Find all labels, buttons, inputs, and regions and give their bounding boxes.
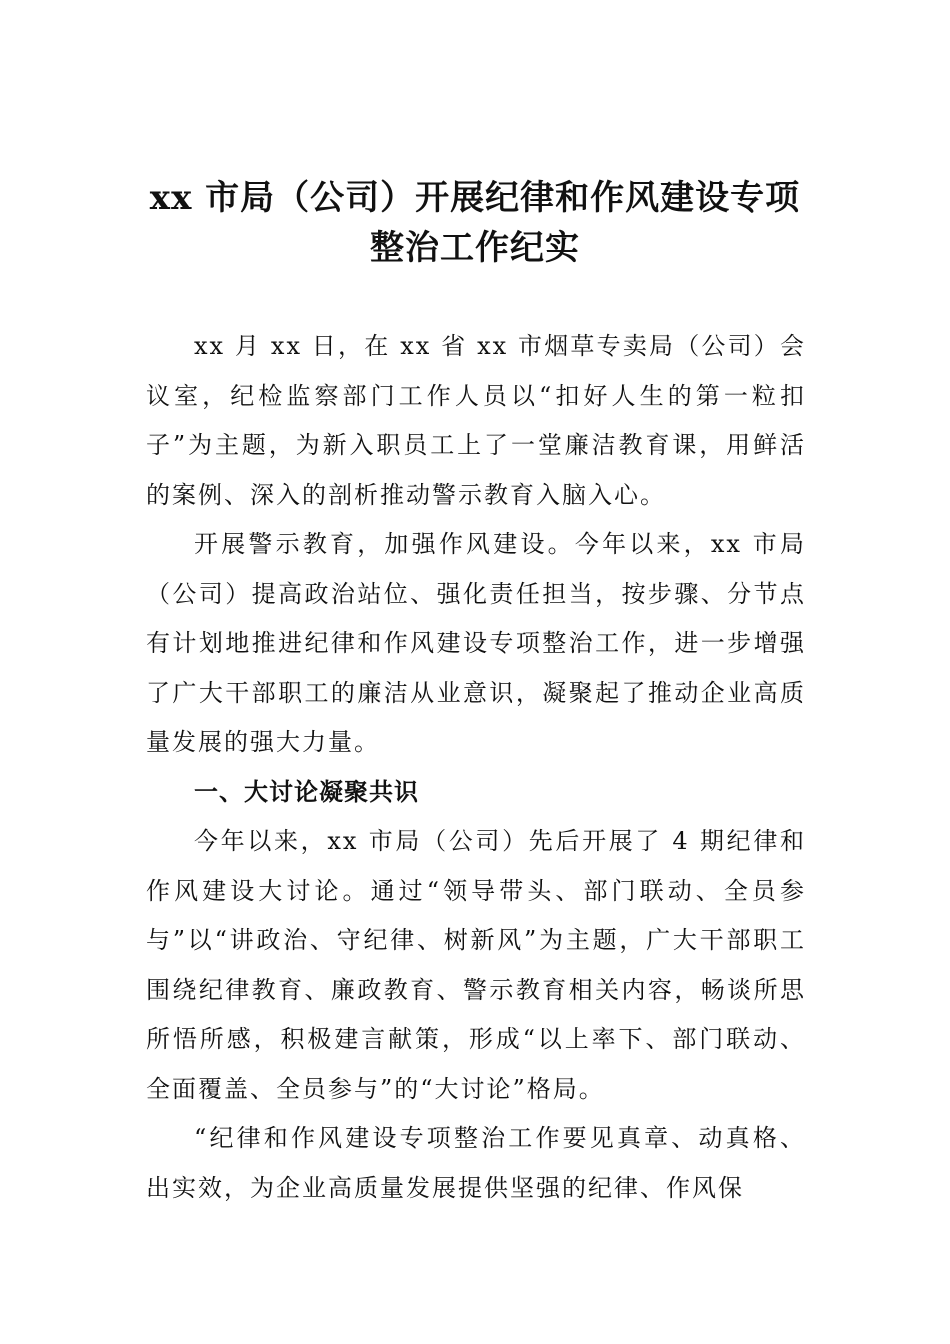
paragraph-4: “纪律和作风建设专项整治工作要见真章、动真格、出实效，为企业高质量发展提供坚强的纪律、作风保 [146, 1124, 806, 1202]
document-body [146, 322, 806, 1213]
document-title-line-1: xx 市局（公司）开展纪律和作风建设专项 [149, 178, 801, 218]
section-heading: 一、大讨论凝聚共识 [194, 777, 419, 806]
paragraph-1: xx 月 xx 日，在 xx 省 xx 市烟草专卖局（公司）会议室，纪检监察部门工作人员以“扣好人生的第一粒扣子”为主题，为新入职员工上了一堂廉洁教育课，用鲜活的案例、深入的剖析推动警示教育入脑入心。 [146, 332, 806, 509]
paragraph-2: 开展警示教育，加强作风建设。今年以来，xx 市局（公司）提高政治站位、强化责任担当，按步骤、分节点有计划地推进纪律和作风建设专项整治工作，进一步增强了广大干部职工的廉洁从业意识，凝聚起了推动企业高质量发展的强大力量。 [146, 530, 806, 756]
paragraph-3: 今年以来，xx 市局（公司）先后开展了 4 期纪律和作风建设大讨论。通过“领导带头、部门联动、全员参与”以“讲政治、守纪律、树新风”为主题，广大干部职工围绕纪律教育、廉政教育、警示教育相关内容，畅谈所思所悟所感，积极建言献策，形成“以上率下、部门联动、全面覆盖、全员参与”的“大讨论”格局。 [146, 827, 806, 1103]
document-title-line-2: 整治工作纪实 [370, 228, 580, 268]
